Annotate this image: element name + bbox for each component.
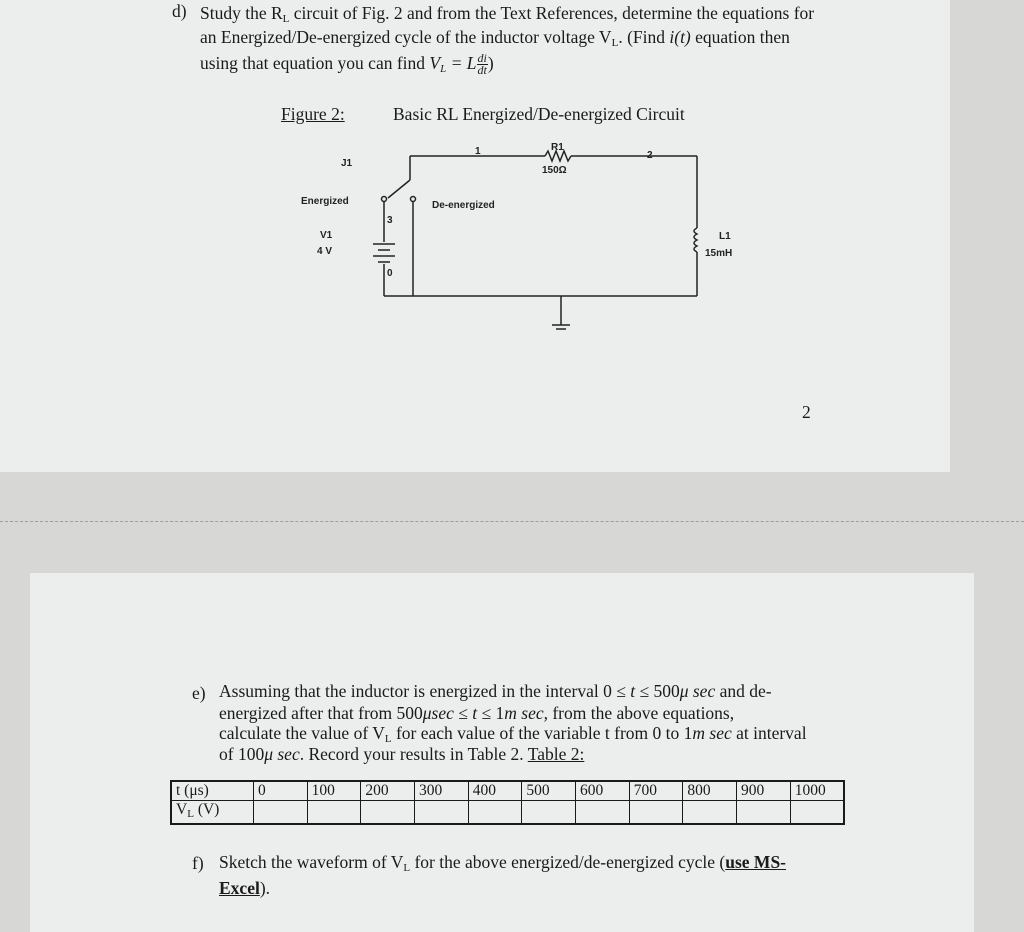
section-e-line-4: of 100μ sec. Record your results in Table 2. Table 2: <box>219 744 585 764</box>
switch-j1-blade <box>388 180 410 198</box>
table-cell-t: 800 <box>683 781 737 801</box>
inductor-name-label: L1 <box>719 231 731 242</box>
table-2-reference: Table 2: <box>527 744 585 764</box>
table-cell-t: 700 <box>629 781 683 801</box>
table-cell-t: 900 <box>737 781 791 801</box>
table-cell-t: 200 <box>361 781 415 801</box>
section-f-line-2: Excel). <box>219 878 271 898</box>
node-label-3: 3 <box>387 215 393 226</box>
source-value-label: 4 V <box>317 246 333 257</box>
switch-deenergized-contact <box>411 197 416 202</box>
energized-label: Energized <box>301 196 349 207</box>
table-cell-vl[interactable] <box>737 801 791 825</box>
page-number: 2 <box>802 402 811 422</box>
table-cell-vl[interactable] <box>683 801 737 825</box>
node-label-2: 2 <box>647 150 653 161</box>
table-header-time: t (μs) <box>171 781 254 801</box>
inductor-value-label: 15mH <box>705 248 733 259</box>
table-cell-t: 100 <box>307 781 361 801</box>
table-cell-vl[interactable] <box>790 801 844 825</box>
section-e-line-1: Assuming that the inductor is energized in the interval 0 ≤ t ≤ 500μ sec and de- <box>219 681 772 701</box>
table-cell-t: 500 <box>522 781 576 801</box>
section-d-line-3: using that equation you can find $V_L = L$ $\frac{di}{dt}$ ) <box>200 51 494 78</box>
section-f-line-1: Sketch the waveform of $V_L$ for the above energized/de-energized cycle (use MS- <box>219 852 787 874</box>
switch-energized-contact <box>382 197 387 202</box>
section-e-line-2: energized after that from 500μsec ≤ t ≤ 1m sec, from the above equations, <box>219 703 735 723</box>
section-d-marker: d) <box>172 1 187 21</box>
table-cell-vl[interactable] <box>415 801 469 825</box>
table-row-vl <box>171 801 844 825</box>
switch-name-label: J1 <box>341 158 353 169</box>
r1-value-label: 150Ω <box>542 165 567 176</box>
section-f-marker: f) <box>192 853 204 873</box>
table-cell-vl[interactable] <box>629 801 683 825</box>
formula-fraction: $\frac{di}{dt}$ <box>477 51 487 78</box>
inductor-l1-coil <box>694 228 697 252</box>
table-cell-t: 400 <box>468 781 522 801</box>
table-2 <box>170 780 845 825</box>
table-cell-vl[interactable] <box>307 801 361 825</box>
r1-name-label: R1 <box>551 142 564 153</box>
table-cell-t: 1000 <box>790 781 844 801</box>
figure-label: Figure 2: <box>281 104 345 124</box>
table-cell-t: 600 <box>576 781 630 801</box>
section-d-line-2: an Energized/De-energized cycle of the inductor voltage $V_L$. (Find i(t) equation then <box>200 27 790 49</box>
table-header-vl: $V_L$ (V) <box>171 801 254 825</box>
table-cell-vl[interactable] <box>576 801 630 825</box>
table-cell-vl[interactable] <box>361 801 415 825</box>
table-cell-vl[interactable] <box>468 801 522 825</box>
table-cell-t: 0 <box>254 781 308 801</box>
source-name-label: V1 <box>320 230 333 241</box>
section-e-line-3: calculate the value of $V_L$ for each value of the variable t from 0 to 1m sec at interval <box>219 723 807 745</box>
section-e-marker: e) <box>192 683 206 703</box>
table-cell-vl[interactable] <box>522 801 576 825</box>
table-row-time <box>171 781 844 801</box>
node-label-0: 0 <box>387 268 393 279</box>
table-cell-t: 300 <box>415 781 469 801</box>
section-d-line-1: Study the $R_L$ circuit of Fig. 2 and from the Text References, determine the equations for <box>200 3 815 25</box>
node-label-1: 1 <box>475 146 481 157</box>
figure-caption: Basic RL Energized/De-energized Circuit <box>393 104 685 124</box>
table-cell-vl[interactable] <box>254 801 308 825</box>
formula-vl: V <box>429 53 441 73</box>
deenergized-label: De-energized <box>432 200 495 211</box>
